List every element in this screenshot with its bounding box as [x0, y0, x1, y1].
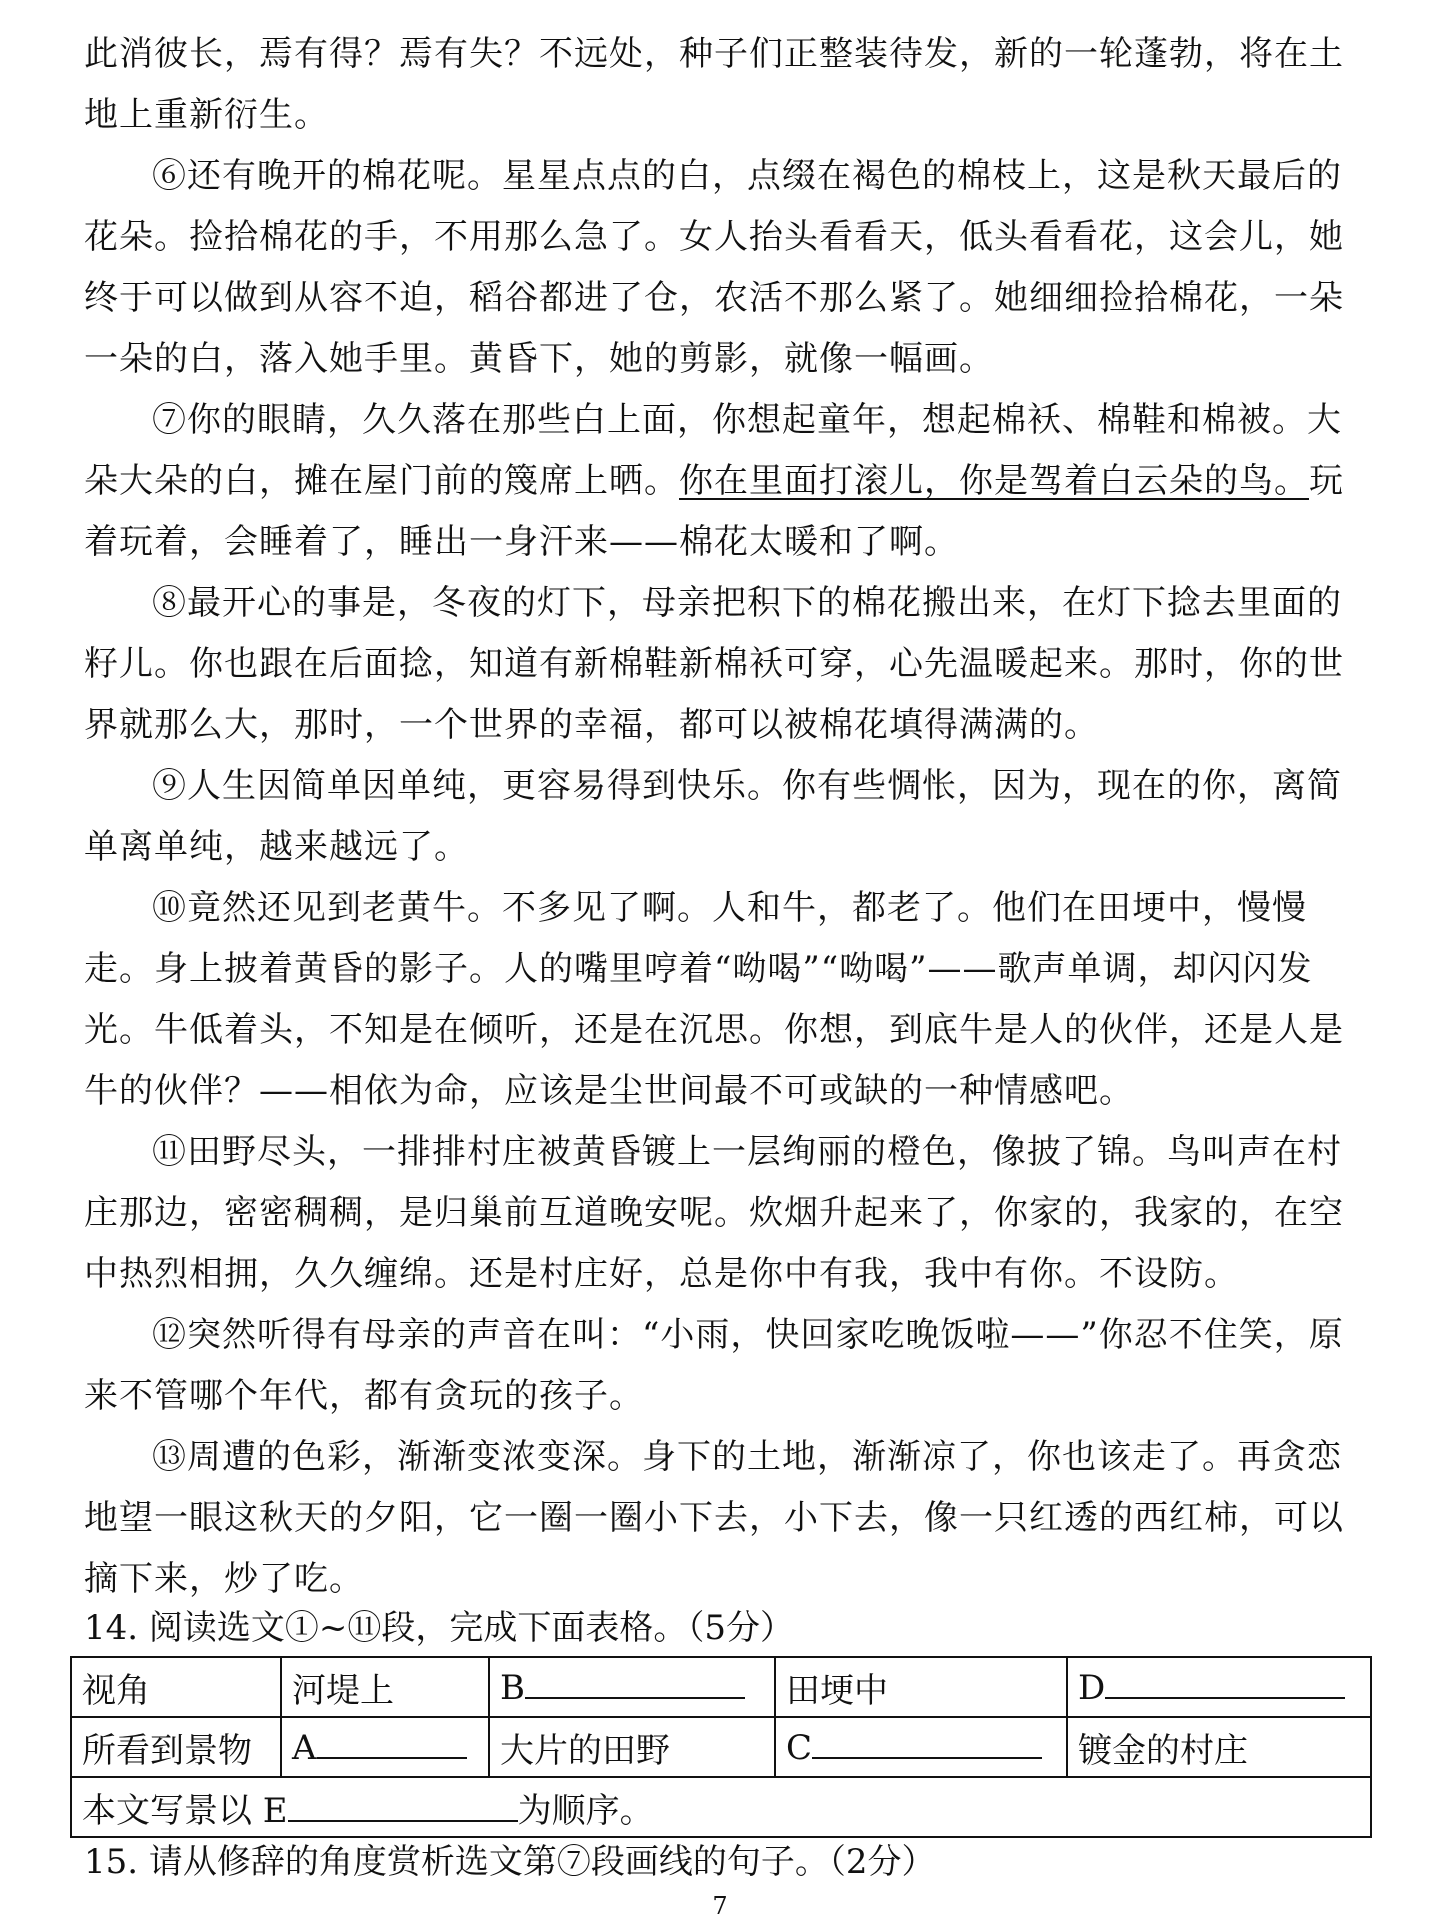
- blank-line: [288, 1790, 518, 1822]
- blank-a-cell[interactable]: [281, 1717, 489, 1777]
- table-cell: 河堤上: [281, 1657, 489, 1717]
- paragraph-10: ⑩竟然还见到老黄牛。不多见了啊。人和牛，都老了。他们在田埂中，慢慢走。身上披着黄昏的影子。人的嘴里哼着“呦喝”“呦喝”——歌声单调，却闪闪发光。牛低着头，不知是在倾听，还是在沉思。你想，到底牛是人的伙伴，还是人是牛的伙伴？——相依为命，应该是尘世间最不可或缺的一种情感吧。: [84, 888, 1344, 1111]
- row3-suffix: 为顺序。: [517, 1790, 654, 1831]
- blank-line: [812, 1727, 1042, 1759]
- paragraph-11: ⑪田野尽头，一排排村庄被黄昏镀上一层绚丽的橙色，像披了锦。鸟叫声在村庄那边，密密稠稠，是归巢前互道晚安呢。炊烟升起来了，你家的，我家的，在空中热烈相拥，久久缠绵。还是村庄好，总是你中有我，我中有你。不设防。: [84, 1132, 1344, 1294]
- blank-label: B: [500, 1667, 525, 1708]
- table-row: [71, 1717, 1371, 1777]
- question-15-prompt: 15. 请从修辞的角度赏析选文第⑦段画线的句子。（2分）: [84, 1842, 936, 1882]
- answer-table: [70, 1656, 1372, 1838]
- paragraph-7-text-a: ⑦你的眼睛，久久落在那些白上面，你想起童年，想起棉袄、棉鞋和棉被。大朵大朵的白，摊在屋门前的篾席上晒。: [84, 400, 1342, 501]
- page-number: 7: [712, 1892, 728, 1920]
- underlined-sentence: 你在里面打滚儿，你是驾着白云朵的鸟。: [679, 461, 1309, 501]
- paragraph-7: [84, 390, 1370, 573]
- blank-line: [317, 1727, 467, 1759]
- blank-label: A: [292, 1727, 317, 1768]
- blank-d-cell[interactable]: [1067, 1657, 1371, 1717]
- table-cell: 田埂中: [775, 1657, 1067, 1717]
- blank-line: [1105, 1667, 1345, 1699]
- paragraph-7-text-b: 玩着玩着，会睡着了，睡出一身汗来——棉花太暖和了啊。: [84, 461, 1344, 562]
- blank-b-cell[interactable]: [489, 1657, 775, 1717]
- table-row: [71, 1777, 1371, 1837]
- table-cell: 镀金的村庄: [1067, 1717, 1371, 1777]
- table-cell: 视角: [71, 1657, 281, 1717]
- paragraph-9: ⑨人生因简单因单纯，更容易得到快乐。你有些惆怅，因为，现在的你，离简单离单纯，越来越远了。: [84, 766, 1342, 867]
- blank-label: D: [1078, 1667, 1106, 1708]
- paragraph-8: ⑧最开心的事是，冬夜的灯下，母亲把积下的棉花搬出来，在灯下捻去里面的籽儿。你也跟在后面捻，知道有新棉鞋新棉袄可穿，心先温暖起来。那时，你的世界就那么大，那时，一个世界的幸福，都可以被棉花填得满满的。: [84, 583, 1344, 745]
- table-cell: 所看到景物: [71, 1717, 281, 1777]
- paragraph-12: ⑫突然听得有母亲的声音在叫：“小雨，快回家吃晚饭啦——”你忍不住笑，原来不管哪个年代，都有贪玩的孩子。: [84, 1315, 1344, 1416]
- blank-c-cell[interactable]: [775, 1717, 1067, 1777]
- paragraph-5-end: 此消彼长，焉有得？焉有失？不远处，种子们正整装待发，新的一轮蓬勃，将在土地上重新衍生。: [84, 34, 1344, 135]
- paragraph-6: ⑥还有晚开的棉花呢。星星点点的白，点缀在褐色的棉枝上，这是秋天最后的花朵。捡拾棉花的手，不用那么急了。女人抬头看看天，低头看看花，这会儿，她终于可以做到从容不迫，稻谷都进了仓，农活不那么紧了。她细细捡拾棉花，一朵一朵的白，落入她手里。黄昏下，她的剪影，就像一幅画。: [84, 156, 1344, 379]
- blank-label: C: [786, 1727, 813, 1768]
- paragraph-13: ⑬周遭的色彩，渐渐变浓变深。身下的土地，渐渐凉了，你也该走了。再贪恋地望一眼这秋天的夕阳，它一圈一圈小下去，小下去，像一只红透的西红柿，可以摘下来，炒了吃。: [84, 1437, 1344, 1599]
- blank-line: [525, 1667, 745, 1699]
- row3-prefix: 本文写景以 E: [82, 1790, 288, 1831]
- blank-e-cell[interactable]: [71, 1777, 1371, 1837]
- table-row: [71, 1657, 1371, 1717]
- question-14-prompt: 14. 阅读选文①~⑪段，完成下面表格。（5分）: [84, 1608, 794, 1648]
- table-cell: 大片的田野: [489, 1717, 775, 1777]
